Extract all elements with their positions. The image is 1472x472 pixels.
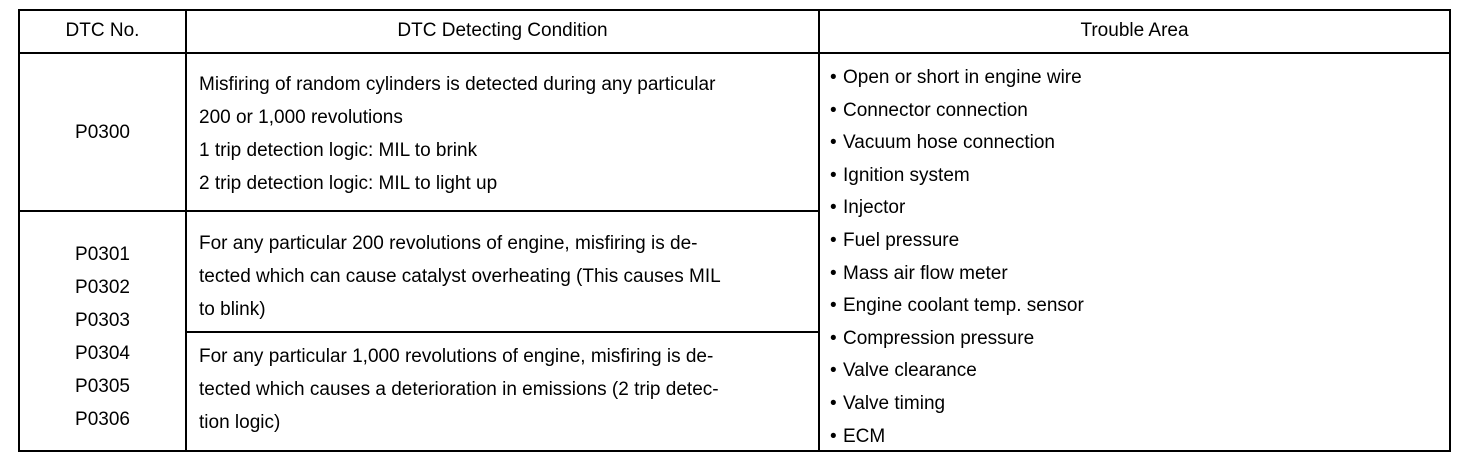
trouble-area-text: Open or short in engine wire	[843, 67, 1082, 88]
trouble-area-text: Engine coolant temp. sensor	[843, 295, 1084, 317]
list-item	[830, 290, 1449, 323]
dtc-codes-p0301-p0306	[20, 237, 185, 437]
trouble-area-text: Connector connection	[843, 99, 1028, 121]
header-detecting-condition: DTC Detecting Condition	[397, 20, 608, 41]
bullet-icon: •	[830, 295, 837, 317]
list-item	[830, 258, 1449, 291]
bullet-icon: •	[830, 197, 837, 219]
bullet-icon: •	[830, 327, 837, 349]
condition-line: 1 trip detection logic: MIL to brink	[199, 140, 478, 161]
row-divider-p0300	[18, 210, 820, 212]
list-item	[830, 127, 1449, 160]
table-border-right	[1449, 9, 1451, 452]
condition-line: to blink)	[199, 299, 266, 320]
condition-line: tion logic)	[199, 412, 281, 433]
dtc-code: P0303	[75, 310, 130, 331]
list-item	[830, 388, 1449, 421]
trouble-area-list	[820, 62, 1449, 453]
bullet-icon: •	[830, 392, 837, 414]
dtc-codes-p0300	[20, 54, 185, 210]
dtc-code: P0301	[75, 244, 130, 265]
condition-line: For any particular 200 revolutions of engine, misfiring is de-	[199, 233, 698, 254]
header-trouble-area: Trouble Area	[1080, 20, 1189, 41]
list-item	[830, 95, 1449, 128]
list-item	[830, 62, 1449, 95]
list-item	[830, 160, 1449, 193]
condition-line: 200 or 1,000 revolutions	[199, 107, 403, 128]
dtc-code: P0306	[75, 409, 130, 430]
dtc-code: P0304	[75, 343, 130, 364]
bullet-icon: •	[830, 164, 837, 186]
condition-line: For any particular 1,000 revolutions of engine, misfiring is de-	[199, 346, 714, 367]
condition-200-revolutions	[187, 227, 818, 326]
list-item	[830, 192, 1449, 225]
trouble-area-text: Injector	[843, 197, 906, 219]
bullet-icon: •	[830, 132, 837, 154]
row-divider-conditions	[185, 331, 820, 333]
list-item	[830, 421, 1449, 454]
condition-p0300	[187, 68, 818, 200]
bullet-icon: •	[830, 360, 837, 382]
bullet-icon: •	[830, 229, 837, 251]
condition-line: Misfiring of random cylinders is detected during any particular	[199, 74, 716, 95]
trouble-area-text: Mass air flow meter	[843, 262, 1008, 284]
trouble-area-text: Ignition system	[843, 164, 970, 186]
condition-line: tected which can cause catalyst overheating (This causes MIL	[199, 266, 721, 287]
bullet-icon: •	[830, 99, 837, 121]
condition-1000-revolutions	[187, 340, 818, 439]
trouble-area-text: Vacuum hose connection	[843, 132, 1055, 154]
bullet-icon: •	[830, 262, 837, 284]
bullet-icon: •	[830, 67, 837, 88]
trouble-area-text: Compression pressure	[843, 327, 1035, 349]
trouble-area-text: Valve timing	[843, 392, 946, 414]
bullet-icon: •	[830, 425, 837, 447]
dtc-code: P0300	[75, 121, 130, 143]
dtc-code: P0305	[75, 376, 130, 397]
header-divider	[18, 52, 1451, 54]
trouble-area-text: Fuel pressure	[843, 229, 960, 251]
list-item	[830, 323, 1449, 356]
condition-line: tected which causes a deterioration in emissions (2 trip detec-	[199, 379, 719, 400]
condition-line: 2 trip detection logic: MIL to light up	[199, 173, 498, 194]
list-item	[830, 225, 1449, 258]
trouble-area-text: Valve clearance	[843, 360, 977, 382]
trouble-area-text: ECM	[843, 425, 886, 447]
dtc-code: P0302	[75, 277, 130, 298]
list-item	[830, 355, 1449, 388]
header-dtc-no: DTC No.	[65, 20, 140, 41]
